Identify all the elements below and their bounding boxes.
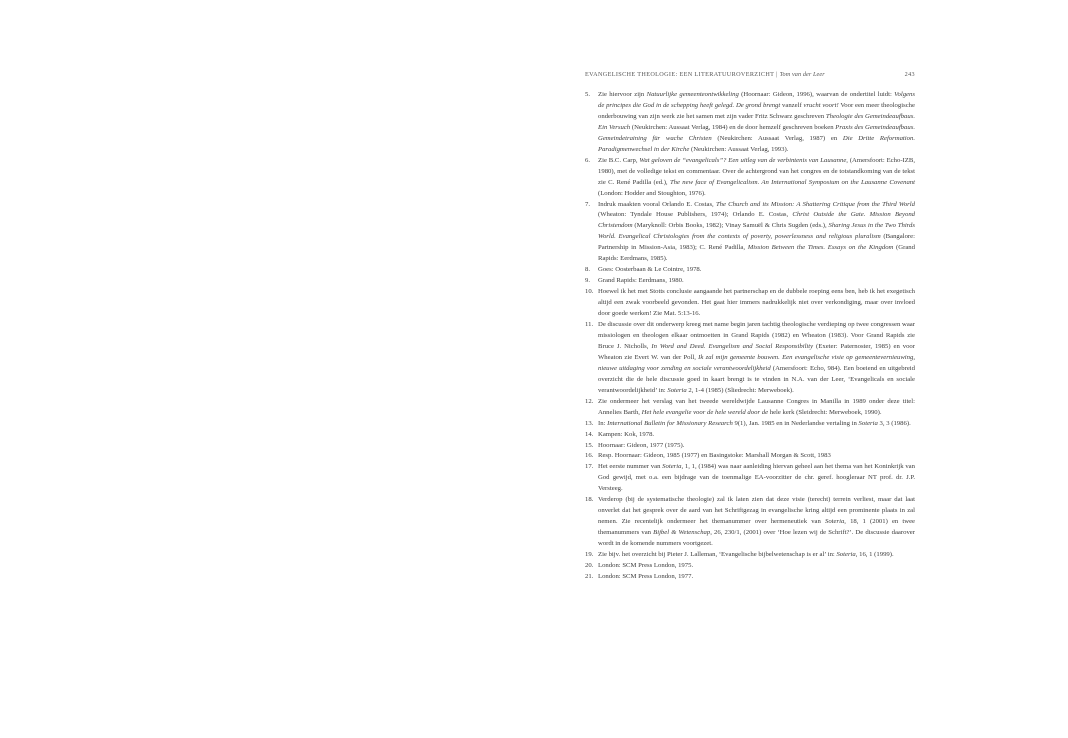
endnote-text: London: SCM Press London, 1975. — [598, 561, 694, 569]
endnote-text: Verderop (bij de systematische theologie) zal ik laten zien dat deze visie (terecht) terrein verliest, maar dat laat onverlet dat het gesprek over de aard van het Schriftgezag in evangelische kring altijd een prominente plaats in zal nemen. Zie recentelijk ondermeer het themanummer over hermeneutiek van Soteria, 18, 1 (2001) en twee themanummers van Bijbel & Wetenschap, 26, 230/1, (2001) over ‘Hoe lezen wij de Schrift?’. De discussie daarover wordt in de komende nummers voortgezet. — [598, 496, 916, 548]
running-header — [585, 71, 915, 78]
endnote-text: In: International Bulletin for Missionary Research 9(1), Jan. 1985 en in Nederlandse vertaling in Soteria 3, 3 (1986). — [598, 419, 911, 427]
endnote-text: Zie hiervoor zijn Natuurlijke gemeenteontwikkeling (Hoornaar: Gideon, 1996), waarvan de ondertitel luidt: Volgens de principes die God in de schepping heeft gelegd. De grond brengt vanzelf vrucht voort! Voor een meer theologische onderbouwing van zijn werk zie het samen met zijn vader Fritz Schwarz geschreven Theologie des Gemeindeaufbaus. Ein Versuch (Neukirchen: Aussaat Verlag, 1984) en de door hemzelf geschreven boeken Praxis des Gemeindeaufbaus. Gemeindetraining für wache Christen (Neukirchen: Aussaat Verlag, 1987) en Die Dritte Reformation. Paradigmenwechsel in der Kirche (Neukirchen: Aussaat Verlag, 1993). — [598, 91, 916, 153]
page-number: 243 — [904, 71, 915, 78]
endnote-text: Het eerste nummer van Soteria, 1, 1, (1984) was naar aanleiding hiervan geheel aan het thema van het Koninkrijk van God gewijd, met o.a. een bijdrage van de toenmalige EA-voorzitter de chr. geref. hoogleraar NT prof. dr. J.P. Versteeg. — [598, 463, 915, 493]
endnote — [585, 200, 915, 266]
running-title: EVANGELISCHE THEOLOGIE: EEN LITERATUUROVERZICHT — [585, 71, 775, 78]
endnote — [585, 156, 915, 200]
endnote — [585, 90, 915, 156]
endnote-number: 14. — [585, 430, 594, 438]
endnote-number: 11. — [585, 321, 594, 329]
endnote-number: 8. — [585, 266, 591, 274]
endnote-number: 9. — [585, 277, 591, 285]
endnote — [585, 561, 915, 572]
endnote-number: 19. — [585, 551, 594, 559]
endnote — [585, 276, 915, 287]
endnote-number: 12. — [585, 397, 594, 405]
book-page — [585, 71, 915, 583]
endnote — [585, 397, 915, 419]
endnote-number: 20. — [585, 561, 594, 569]
header-author: Tom van der Leer — [779, 71, 825, 78]
endnote-text: Hoornaar: Gideon, 1977 (1975). — [598, 441, 685, 449]
endnote — [585, 451, 915, 462]
endnote-number: 21. — [585, 572, 594, 580]
endnote-number: 5. — [585, 91, 591, 98]
endnote-number: 10. — [585, 288, 594, 296]
endnote-text: Zie B.C. Carp, Wat geloven de “evangelicals”? Een uitleg van de verbintenis van Lausanne, (Amersfoort: Echo-IZB, 1980), met de volledige tekst en commentaar. Over de achtergrond van het congres en de totstandkoming van de tekst zie C. René Padilla (ed.), The new face of Evangelicalism. An International Symposium on the Lausanne Covenant (London: Hodder and Stoughton, 1976). — [598, 156, 915, 197]
endnote-text: De discussie over dit onderwerp kreeg met name begin jaren tachtig theologische verdieping op twee congressen waar missiologen en theologen elkaar ontmoetten in Grand Rapids (1982) en Wheaton (1983). Voor Grand Rapids zie Bruce J. Nicholls, In Word and Deed. Evangelism and Social Responsibility (Exeter: Paternoster, 1985) en voor Wheaton zie Evert W. van der Poll, Ik zal mijn gemeente bouwen. Een evangelische visie op gemeentevernieuwing, nieuwe uitdaging voor zending en sociale verantwoordelijkheid (Amersfoort: Echo, 984). Een boeiend en uitgebreid overzicht die de hele discussie goed in kaart brengt is te vinden in N.A. van der Leer, ‘Evangelicals en sociale verantwoordelijkheid’ in: Soteria 2, 1-4 (1985) (Sliedrecht: Merweboek). — [598, 321, 915, 394]
endnote-number: 18. — [585, 496, 594, 504]
endnote-text: Goes: Oosterbaan & Le Cointre, 1978. — [598, 266, 702, 274]
endnote-text: Indruk maakten vooral Orlando E. Costas, The Church and its Mission: A Shattering Critique from the Third World (Wheaton: Tyndale House Publishers, 1974); Orlando E. Costas, Christ Outside the Gate. Mission Beyond Christendom (Maryknoll: Orbis Books, 1982); Vinay Samuël & Chris Sugden (eds.), Sharing Jesus in the Two Thirds World. Evangelical Christologies from the contexts of poverty, powerlessness and religious pluralism (Bangalore: Partnership in Mission-Asia, 1983); C. René Padilla, Mission Between the Times. Essays on the Kingdom (Grand Rapids: Eerdmans, 1985). — [598, 200, 916, 263]
endnote — [585, 495, 915, 550]
endnote — [585, 265, 915, 276]
endnote — [585, 320, 915, 397]
endnote-text: Grand Rapids: Eerdmans, 1980. — [598, 277, 684, 285]
endnote — [585, 550, 915, 561]
header-separator: | — [774, 71, 780, 78]
endnote-text: London: SCM Press London, 1977. — [598, 572, 694, 580]
endnote — [585, 430, 915, 441]
endnote — [585, 462, 915, 495]
endnote-text: Hoewel ik het met Stotts conclusie aangaande het partnerschap en de dubbele roeping eens ben, heb ik het exegetisch altijd een zwak voorbeeld gevonden. Het gaat hier immers nadrukkelijk niet over verkondiging, maar over invloed door goede werken! Zie Mat. 5:13-16. — [598, 288, 915, 318]
endnote — [585, 287, 915, 320]
endnotes-list — [585, 90, 915, 583]
endnote — [585, 441, 915, 452]
endnote-text: Zie bijv. het overzicht bij Pieter J. Lalleman, ‘Evangelische bijbelwetenschap is er al’ in: Soteria, 16, 1 (1999). — [598, 551, 894, 559]
endnote — [585, 572, 915, 583]
endnote-text: Resp. Hoornaar: Gideon, 1985 (1977) en Basingstoke: Marshall Morgan & Scott, 1983 — [598, 452, 831, 460]
endnote-number: 13. — [585, 419, 594, 427]
endnote-number: 16. — [585, 452, 594, 460]
endnote-text: Kampen: Kok, 1978. — [598, 430, 655, 438]
endnote — [585, 419, 915, 430]
endnote-number: 7. — [585, 200, 591, 208]
endnote-number: 15. — [585, 441, 594, 449]
endnote-number: 6. — [585, 156, 591, 164]
endnote-number: 17. — [585, 463, 594, 471]
endnote-text: Zie ondermeer het verslag van het tweede wereldwijde Lausanne Congres in Manilla in 1989 onder deze titel: Annelies Barth, Het hele evangelie voor de hele wereld door de hele kerk (Sleidrecht: Merweboek, 1990). — [598, 397, 915, 416]
running-title-group — [585, 71, 825, 78]
